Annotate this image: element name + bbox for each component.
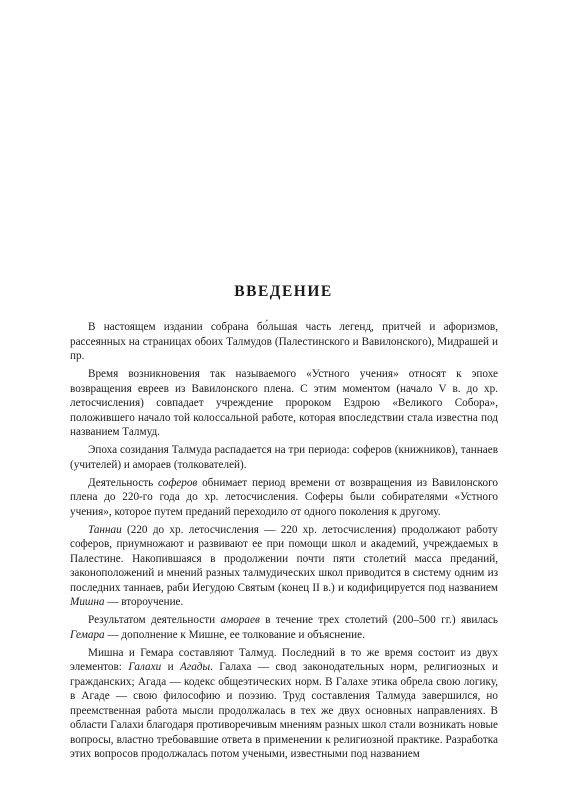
paragraph [70, 320, 498, 364]
text-run: . Галаха — свод законодательных норм, религиозных и гражданских; Агада — кодекс общеэтических норм. В Галахе этика обрела свою логику, в Агаде — свою философию и поэзию. Труд составления Талмуда завершился, но преемственная работа мысли продолжалась в тех же двух основных направлениях. В области Галахи благодаря противоречивым мнениям разных школ стали возникать новые вопросы, властно требовавшие ответа в применении к религиозной практике. Разработка этих вопросов продолжалась потом учеными, известными под названием [70, 661, 499, 760]
text-run: в течение трех столетий (200–500 гг.) явилась [259, 614, 498, 626]
text-run: и [161, 661, 180, 673]
text-run: Эпоха созидания Талмуда распадается на три периода: соферов (книжников), таннаев (учителей) и амораев (толкователей). [70, 444, 498, 471]
paragraph [70, 646, 498, 762]
text-run: В настоящем издании собрана бо́льшая часть легенд, притчей и афоризмов, рассеянных на страницах обоих Талмудов (Палестинского и Вавилонского), Мидрашей и пр. [70, 321, 498, 362]
paragraph [70, 476, 498, 520]
page-title: ВВЕДЕНИЕ [234, 283, 333, 300]
text-run: Время возникновения так называемого «Устного учения» относят к эпохе возвращения евреев из Вавилонского плена. С этим моментом (начало V в. до хр. летосчисления) совпадает учреждение пророком Ездрою «Великого Собора», положившего начало той колоссальной работе, которая впоследствии стала известна под названием Талмуд. [70, 368, 498, 438]
italic-term: амораев [220, 614, 260, 626]
italic-term: Таннаи [88, 523, 122, 536]
text-run: обнимает период времени от возвращения из Вавилонского плена до 220-го года до хр. летосчисления. Соферы были собирателями «Устного учения», которое путем преданий переходило от одного поколения к другому. [70, 476, 498, 518]
text-run: Мишна и Гемара составляют Талмуд. Последний в то же время состоит из двух элементов: [70, 646, 498, 673]
italic-term: Агады [180, 661, 211, 673]
text-run: (220 до хр. летосчисления — 220 хр. летосчисления) продолжают работу соферов, приумножают и развивают ее при помощи школ и академий, учреждаемых в Палестине. Накопившаяся в продолжении почти пяти столетий масса преданий, законоположений и мнений разных талмудических школ приводится в систему одним из последних таннаев, раби Иегудою Святым (конец II в.) и кодифицируется под названием [70, 523, 498, 594]
body-text [70, 320, 498, 765]
paragraph [70, 613, 498, 642]
text-run: Результатом деятельности [88, 614, 221, 626]
text-run: — дополнение к Мишне, ее толкование и объяснение. [104, 628, 365, 641]
italic-term: Галахи [128, 661, 162, 673]
paragraph [70, 443, 498, 472]
text-run: Деятельность [88, 476, 159, 489]
text-run: — второучение. [104, 596, 184, 608]
italic-term: Гемара [70, 628, 105, 641]
paragraph [70, 367, 498, 440]
italic-term: соферов [158, 476, 198, 489]
italic-term: Мишна [70, 596, 105, 608]
paragraph [70, 523, 498, 610]
